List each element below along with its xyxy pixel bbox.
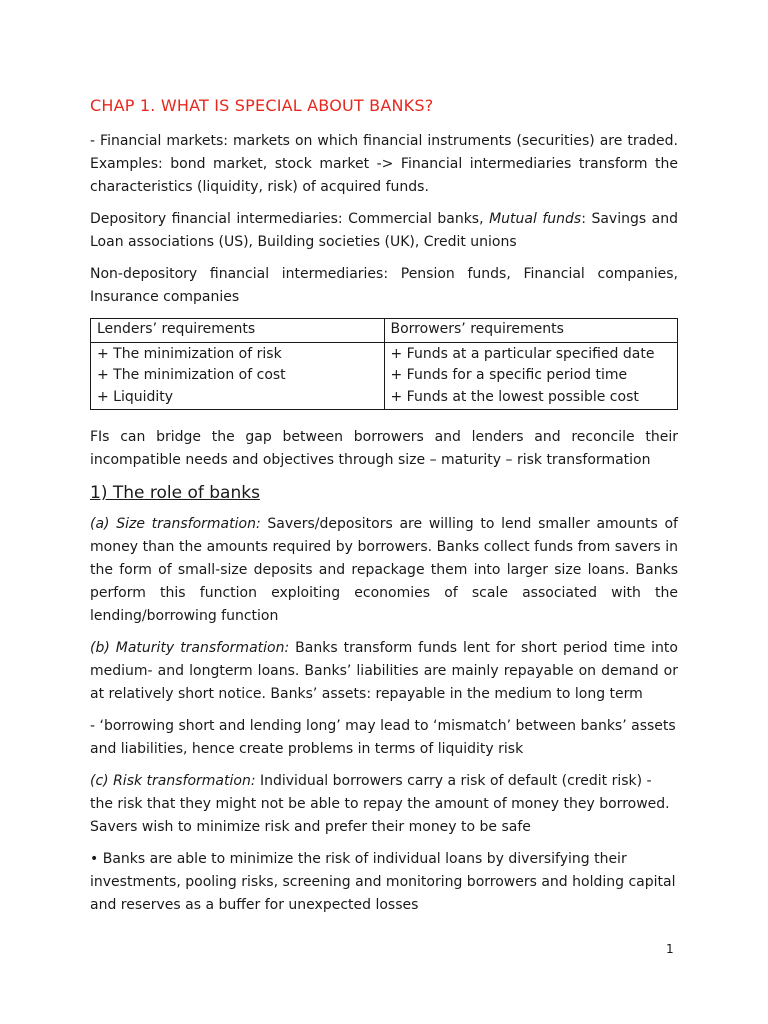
size-transformation-text: Savers/depositors are willing to lend smaller amounts of money than the amounts required by borrowers. Banks collect funds from savers in the form of small-size deposits and repackage them into larger size loans. Banks perform this function exploiting economies of scale associated with the lending/borrowing function [90, 516, 678, 624]
risk-transformation-paragraph [90, 770, 678, 839]
depository-text-start: Depository financial intermediaries: Commercial banks, [90, 211, 490, 227]
lender-requirement: + The minimization of risk [97, 345, 282, 362]
lenders-header: Lenders’ requirements [91, 319, 385, 343]
borrower-requirement: + Funds at the lowest possible cost [390, 388, 639, 405]
lenders-cell [91, 342, 385, 410]
page-number: 1 [666, 942, 674, 956]
borrower-requirement: + Funds for a specific period time [390, 367, 628, 383]
mismatch-paragraph: - ‘borrowing short and lending long’ may lead to ‘mismatch’ between banks’ assets and liabilities, hence create problems in terms of liquidity risk [90, 718, 676, 757]
non-depository-paragraph: Non-depository financial intermediaries: Pension funds, Financial companies, Insurance companies [90, 266, 678, 305]
size-transformation-paragraph [90, 513, 678, 628]
diversification-bullet: • Banks are able to minimize the risk of individual loans by diversifying their investments, pooling risks, screening and monitoring borrowers and holding capital and reserves as a buffer for unexpected losses [90, 851, 676, 913]
section-heading: 1) The role of banks [90, 483, 260, 503]
borrowers-cell [384, 342, 678, 410]
borrowers-header: Borrowers’ requirements [384, 319, 678, 343]
depository-text-end: : Savings and Loan associations (US), Building societies (UK), Credit unions [90, 211, 678, 250]
page-content [90, 96, 678, 926]
lender-requirement: + Liquidity [97, 388, 174, 405]
lender-requirement: + The minimization of cost [97, 367, 286, 383]
depository-paragraph [90, 208, 678, 254]
maturity-transformation-paragraph [90, 637, 678, 706]
table-header-row [91, 319, 678, 343]
bridge-paragraph: FIs can bridge the gap between borrowers and lenders and reconcile their incompatible needs and objectives through size – maturity – risk transformation [90, 429, 678, 468]
borrower-requirement: + Funds at a particular specified date [390, 345, 655, 362]
maturity-transformation-text: Banks transform funds lent for short period time into medium- and longterm loans. Banks’ liabilities are mainly repayable on demand or at relatively short notice. Banks’ assets: repayable in the medium to long term [90, 640, 678, 702]
mutual-funds-term: Mutual funds [489, 211, 582, 227]
risk-transformation-label: (c) Risk transformation: [90, 773, 256, 789]
risk-transformation-text: Individual borrowers carry a risk of default (credit risk) - the risk that they might not be able to repay the amount of money they borrowed. Savers wish to minimize risk and prefer their money to be safe [90, 773, 670, 835]
financial-markets-paragraph: - Financial markets: markets on which financial instruments (securities) are traded. Examples: bond market, stock market -> Financial intermediaries transform the characteristics (liquidity, risk) of acquired funds. [90, 133, 678, 195]
maturity-transformation-label: (b) Maturity transformation: [90, 640, 290, 656]
table-row [91, 342, 678, 410]
chapter-title: CHAP 1. WHAT IS SPECIAL ABOUT BANKS? [90, 96, 434, 115]
size-transformation-label: (a) Size transformation: [90, 516, 261, 532]
requirements-table [90, 318, 678, 410]
